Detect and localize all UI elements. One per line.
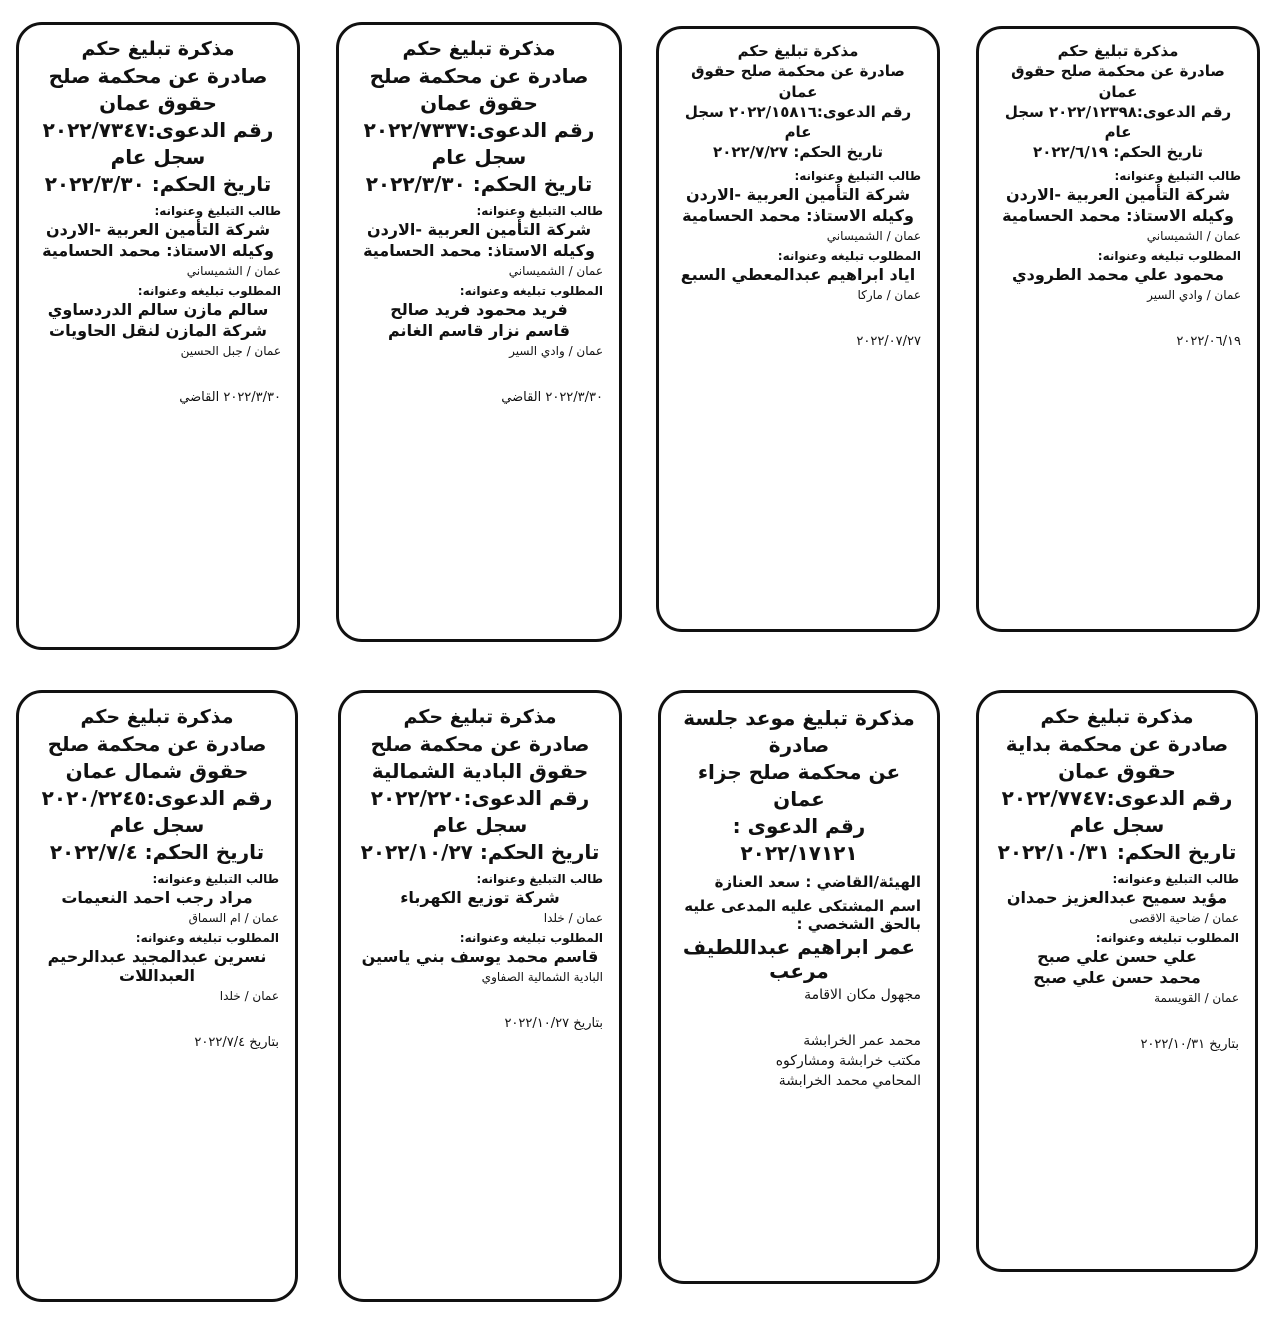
lawyer-signature: المحامي محمد الخرابشة [778, 1073, 921, 1089]
notice-judgment-date: تاريخ الحكم: ٢٠٢٢/٧/٤ [49, 839, 265, 864]
applicant-label: طالب التبليغ وعنوانه: [152, 871, 279, 886]
agent-name: وكيله الاستاذ: محمد الحسامية [1002, 205, 1234, 225]
respondent-label: المطلوب تبليغه وعنوانه: [459, 930, 603, 945]
notice-court: صادرة عن محكمة بداية حقوق عمان [1005, 731, 1229, 783]
applicant-label: طالب التبليغ وعنوانه: [794, 168, 921, 183]
notice-judgment-date: تاريخ الحكم: ٢٠٢٢/٣/٣٠ [44, 171, 272, 196]
notice-6 [658, 690, 940, 1284]
notice-case-no: رقم الدعوى:٢٠٢٢/٧٧٤٧ سجل عام [1001, 785, 1233, 837]
notice-date: بتاريخ ٢٠٢٢/١٠/٢٧ [504, 1015, 603, 1031]
applicant-label: طالب التبليغ وعنوانه: [476, 871, 603, 886]
applicant-name: شركة التأمين العربية -الاردن [1005, 184, 1231, 204]
notice-court: صادرة عن محكمة صلح حقوق عمان [691, 62, 905, 101]
applicant-label: طالب التبليغ وعنوانه: [476, 203, 603, 218]
applicant-label: طالب التبليغ وعنوانه: [1112, 871, 1239, 886]
notice-title: مذكرة تبليغ حكم [80, 706, 234, 728]
notice-title: مذكرة تبليغ حكم [737, 42, 859, 60]
respondent-address: عمان / خلدا [219, 988, 279, 1003]
respondent-address: مجهول مكان الاقامة [804, 987, 921, 1003]
respondent-name: فريد محمود فريد صالح [390, 299, 568, 319]
notice-2 [656, 26, 940, 632]
notice-title: مذكرة تبليغ حكم [1057, 42, 1179, 60]
applicant-address: عمان / خلدا [543, 910, 603, 925]
respondent-label: المطلوب تبليغه وعنوانه: [1097, 248, 1241, 263]
judge-line: الهيئة/القاضي : سعد العنازة [714, 873, 921, 891]
respondent-address: عمان / ماركا [857, 287, 921, 302]
respondent-name: عمر ابراهيم عبداللطيف مرعب [682, 935, 916, 983]
applicant-address: عمان / ام السماق [188, 910, 279, 925]
law-office: مكتب خرابشة ومشاركوه [775, 1053, 921, 1069]
respondent-label: المطلوب تبليغه وعنوانه: [777, 248, 921, 263]
respondent-label: المطلوب تبليغه وعنوانه: [1095, 930, 1239, 945]
applicant-name: مراد رجب احمد النعيمات [61, 887, 253, 907]
notice-case-no: رقم الدعوى:٢٠٢٢/١٥٨١٦ سجل عام [684, 102, 912, 141]
respondent-address: البادية الشمالية الصفاوي [481, 969, 603, 984]
applicant-name: مؤيد سميح عبدالعزيز حمدان [1006, 887, 1228, 907]
applicant-address: عمان / الشميساني [508, 263, 603, 278]
judgment-summary [995, 308, 1241, 328]
notice-date: ٢٠٢٢/٣/٣٠ القاضي [501, 389, 603, 405]
respondent-name: نسرين عبدالمجيد عبدالرحيم العبداللات [47, 946, 267, 985]
notice-7 [338, 690, 622, 1302]
notice-judgment-date: تاريخ الحكم: ٢٠٢٢/٦/١٩ [1033, 143, 1203, 162]
notice-court: صادرة عن محكمة صلح حقوق عمان [1011, 62, 1225, 101]
notice-title: مذكرة تبليغ حكم [81, 38, 235, 60]
respondent-name: قاسم محمد يوسف بني ياسين [361, 946, 599, 966]
notice-4 [16, 22, 300, 650]
applicant-name: شركة التأمين العربية -الاردن [45, 219, 271, 239]
notice-judgment-date: تاريخ الحكم: ٢٠٢٢/٧/٢٧ [713, 143, 883, 162]
judgment-summary [35, 1009, 279, 1029]
notice-judgment-date: تاريخ الحكم: ٢٠٢٢/٣/٣٠ [365, 171, 593, 196]
notice-court: صادرة عن محكمة صلح حقوق البادية الشمالية [370, 731, 590, 783]
applicant-address: عمان / الشميساني [826, 228, 921, 243]
notice-title: مذكرة تبليغ حكم [402, 38, 556, 60]
notice-title: مذكرة تبليغ موعد جلسة صادرة [683, 706, 915, 757]
applicant-name: شركة التأمين العربية -الاردن [366, 219, 592, 239]
agent-name: وكيله الاستاذ: محمد الحسامية [363, 240, 595, 260]
agent-name: وكيله الاستاذ: محمد الحسامية [682, 205, 914, 225]
respondent-address: عمان / جبل الحسين [180, 343, 281, 358]
notice-8 [16, 690, 298, 1302]
respondent-label: المطلوب تبليغه وعنوانه: [459, 283, 603, 298]
notice-court: صادرة عن محكمة صلح حقوق عمان [369, 63, 589, 115]
respondent-name-2: شركة المازن لنقل الحاويات [49, 320, 267, 340]
notice-case-no: رقم الدعوى : ٢٠٢٢/١٧١٢١ [732, 814, 866, 865]
judgment-summary [355, 364, 603, 384]
lawyer-name: محمد عمر الخرابشة [803, 1033, 921, 1049]
respondent-name: اياد ابراهيم عبدالمعطي السبع [680, 264, 916, 284]
respondent-name-2: قاسم نزار قاسم الغانم [388, 320, 570, 340]
notice-court: صادرة عن محكمة صلح حقوق عمان [48, 63, 268, 115]
respondent-label: المطلوب تبليغه وعنوانه: [135, 930, 279, 945]
respondent-label: اسم المشتكى عليه المدعى عليه بالحق الشخصي : [684, 897, 921, 933]
notice-date: ٢٠٢٢/٠٧/٢٧ [856, 333, 921, 349]
notice-1 [976, 26, 1260, 632]
notice-court: صادرة عن محكمة صلح حقوق شمال عمان [47, 731, 267, 783]
notice-case-no: رقم الدعوى:٢٠٢٢/٧٣٣٧ سجل عام [363, 117, 595, 169]
notice-title: مذكرة تبليغ حكم [1040, 706, 1194, 728]
notice-date: بتاريخ ٢٠٢٢/١٠/٣١ [1140, 1036, 1239, 1052]
judgment-summary [357, 990, 603, 1010]
applicant-address: عمان / ضاحية الاقصى [1129, 910, 1239, 925]
judgment-summary [35, 364, 281, 384]
applicant-name: شركة التأمين العربية -الاردن [685, 184, 911, 204]
notice-case-no: رقم الدعوى:٢٠٢٢/٢٢٠ سجل عام [370, 785, 590, 837]
agent-name: وكيله الاستاذ: محمد الحسامية [42, 240, 274, 260]
judgment-summary [995, 1011, 1239, 1031]
notice-3 [336, 22, 622, 642]
respondent-name: سالم مازن سالم الدردساوي [47, 299, 269, 319]
notice-court: عن محكمة صلح جزاء عمان [697, 760, 901, 811]
notice-date: ٢٠٢٢/٣/٣٠ القاضي [179, 389, 281, 405]
notice-judgment-date: تاريخ الحكم: ٢٠٢٢/١٠/٢٧ [360, 839, 600, 864]
notice-case-no: رقم الدعوى:٢٠٢٠/٢٢٤٥ سجل عام [41, 785, 273, 837]
hearing-text [677, 1009, 921, 1029]
notice-date: بتاريخ ٢٠٢٢/٧/٤ [194, 1034, 279, 1050]
respondent-address: عمان / وادي السير [509, 343, 603, 358]
notice-case-no: رقم الدعوى:٢٠٢٢/٧٣٤٧ سجل عام [42, 117, 274, 169]
notice-case-no: رقم الدعوى:٢٠٢٢/١٢٣٩٨ سجل عام [1004, 102, 1232, 141]
respondent-address: عمان / وادي السير [1147, 287, 1241, 302]
applicant-label: طالب التبليغ وعنوانه: [1114, 168, 1241, 183]
respondent-name: علي حسن علي صبح [1037, 946, 1197, 966]
applicant-name: شركة توزيع الكهرباء [400, 887, 560, 907]
notice-5 [976, 690, 1258, 1272]
notice-title: مذكرة تبليغ حكم [403, 706, 557, 728]
judgment-summary [675, 308, 921, 328]
respondent-name: محمود علي محمد الطرودي [1011, 264, 1225, 284]
applicant-label: طالب التبليغ وعنوانه: [154, 203, 281, 218]
applicant-address: عمان / الشميساني [186, 263, 281, 278]
respondent-address: عمان / القويسمة [1154, 990, 1239, 1005]
respondent-name-2: محمد حسن علي صبح [1033, 967, 1201, 987]
respondent-label: المطلوب تبليغه وعنوانه: [137, 283, 281, 298]
notice-judgment-date: تاريخ الحكم: ٢٠٢٢/١٠/٣١ [997, 839, 1237, 864]
applicant-address: عمان / الشميساني [1146, 228, 1241, 243]
notice-date: ٢٠٢٢/٠٦/١٩ [1176, 333, 1241, 349]
